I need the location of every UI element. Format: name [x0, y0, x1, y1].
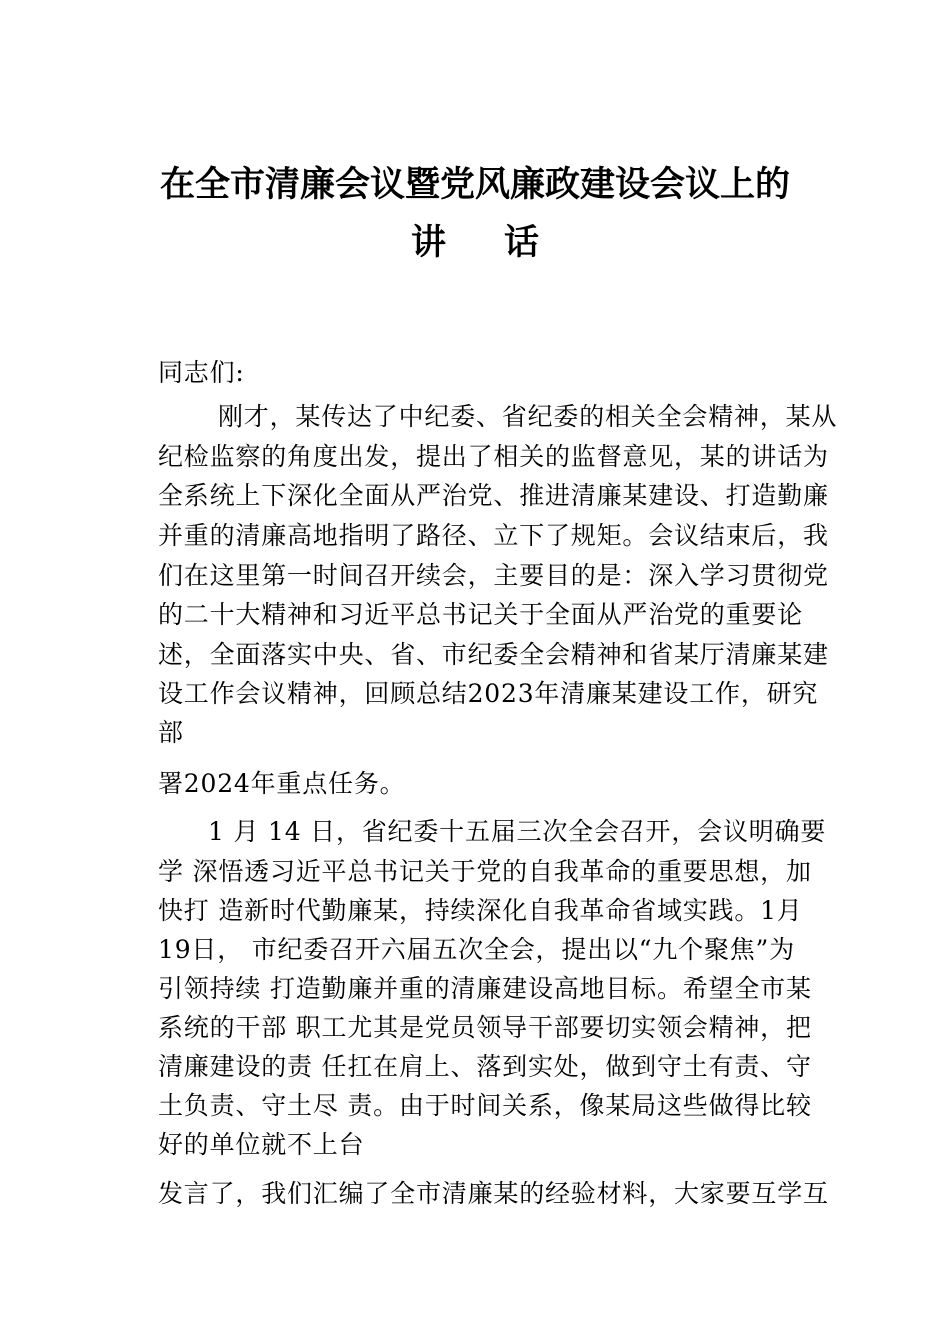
paragraph-line: 们在这里第一时间召开续会，主要目的是：深入学习贯彻党	[158, 561, 829, 590]
paragraph-line: 19日， 市纪委召开六届五次全会，提出以“九个聚焦”为	[158, 935, 795, 964]
title-char-jiang: 讲	[410, 222, 446, 263]
paragraph-line: 清廉建设的责 任扛在肩上、落到实处，做到守土有责、守	[158, 1052, 812, 1081]
paragraph-line: 发言了，我们汇编了全市清廉某的经验材料，大家要互学互	[158, 1179, 829, 1208]
salutation: 同志们:	[158, 358, 245, 387]
paragraph-line: 署2024年重点任务。	[158, 769, 406, 798]
paragraph-line: 系统的干部 职工尤其是党员领导干部要切实领会精神，把	[158, 1013, 812, 1042]
paragraph-line: 部	[158, 718, 184, 747]
paragraph-line: 好的单位就不上台	[158, 1130, 365, 1159]
paragraph-line: 设工作会议精神，回顾总结2023年清廉某建设工作，研究	[158, 679, 819, 708]
paragraph-line: 的二十大精神和习近平总书记关于全面从严治党的重要论	[158, 600, 804, 629]
paragraph-line: 纪检监察的角度出发，提出了相关的监督意见，某的讲话为	[158, 442, 829, 471]
title-char-hua: 话	[504, 222, 540, 263]
title-line-2	[100, 221, 850, 265]
paragraph-line: 土负责、守土尽 责。由于时间关系，像某局这些做得比较	[158, 1091, 812, 1120]
paragraph-line: 快打 造新时代勤廉某，持续深化自我革命省域实践。1月	[158, 896, 803, 925]
paragraph-line: 学 深悟透习近平总书记关于党的自我革命的重要思想，加	[158, 857, 812, 886]
paragraph-line: 并重的清廉高地指明了路径、立下了规矩。会议结束后，我	[158, 521, 829, 550]
paragraph-line: 述，全面落实中央、省、市纪委全会精神和省某厅清廉某建	[158, 640, 829, 669]
paragraph-line: 引领持续 打造勤廉并重的清廉建设高地目标。希望全市某	[158, 974, 812, 1003]
title-line-1: 在全市清廉会议暨党风廉政建设会议上的	[159, 164, 790, 205]
paragraph-line: 全系统上下深化全面从严治党、推进清廉某建设、打造勤廉	[158, 481, 829, 510]
paragraph-line: 1 月 14 日，省纪委十五届三次全会召开，会议明确要	[208, 817, 827, 846]
paragraph-line: 刚才，某传达了中纪委、省纪委的相关全会精神，某从	[218, 402, 838, 431]
